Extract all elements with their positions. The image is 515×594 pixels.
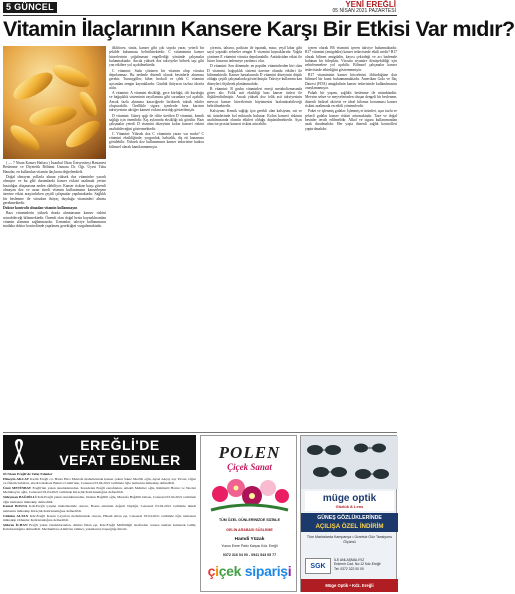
- ad-flower-phone: 0372 316 04 00 - 0541 543 05 77: [222, 553, 277, 557]
- obituary-entry: Süleyman BAĞDİLLİ Kdz.Ereğli yakın tanıdıklarından, Osman Bağdilli oğlu, Mustafa Bağdilli babası, Cenazesi 03.04.2021 tarihinde öğle namazını müteakip defnedildi.: [3, 495, 196, 504]
- obituary-entry: Şükran İLHAN Ereğli yakın tanıdıklarından, Ahmet İlhan eşi, Kdz.Ereğli Müftülüğü tarafından cenaze namazı kılınarak Gülüç Kabristanlığına defnedildi. Merhumlara Allah'tan rahmet, yakınlarına başsağlığı dileriz.: [3, 522, 196, 532]
- ad-flower-line1: TÜM ÖZEL GÜNLERİNİZDE SİZİNLE: [218, 518, 281, 522]
- obituary-title-line2: VEFAT EDENLER: [59, 452, 181, 468]
- article-column-2: [109, 46, 204, 429]
- paper-name: YENİ EREĞLİ: [345, 0, 396, 9]
- ad-flower-brand: POLEN: [218, 443, 281, 462]
- cicek-siparisi-logo: çiçek siparişi: [207, 563, 292, 579]
- flower-bouquet-icon: [206, 474, 293, 516]
- optik-footer: Müge Optik • Kdz. Ereğli: [301, 579, 398, 592]
- obituary-header: [3, 435, 196, 470]
- ad-flower-owner: Hamdi Yüzak: [234, 537, 265, 542]
- optik-info: Tüm Markalarda Kampanya • Ücretsiz Göz Tansiyonu Ölçümü: [306, 535, 393, 544]
- ad-flower-subtitle: Çiçek Sanat: [227, 462, 272, 472]
- article-column-3: [207, 46, 302, 429]
- paragraph: B17 vitamininin kanser hücrelerini öldürdüğüne dair bilimsel bir kanıt bulunmamaktadır. Amerikan Gıda ve İlaç Dairesi (FDA) amigdalinin kanser tedavisinde kullanılmasını onaylamamıştır.: [305, 72, 397, 90]
- paragraph: C vitamini: Suda çözünen bir vitamin olup vücutta depolanmaz. Bu nedenle düzenli olarak besinlerle alınması gerekir. Turunçgiller, biber, brokoli ve çilek C vitamini açısından zengin kaynaklardır. Günlük ihtiyacın fazlası idrarla atılır.: [109, 68, 204, 90]
- paragraph: D vitamini: Son dönemde, en popüler vitaminlerden biri olan D vitamini, bağışıklık sistemi üzerine olumlu etkileri ile bilinmektedir. Kanser hastalarında D vitamini düzeyinin düşük olduğu çeşitli çalışmalarda gösterilmiştir. Takviye kullanımı kan düzeyleri ölçülerek planlanmalıdır.: [207, 64, 302, 86]
- mourning-ribbon-icon: [13, 438, 25, 466]
- optik-brand: müge optik: [322, 493, 377, 504]
- paragraph: içeren olarak B6 vitamini içeren takviye bulunmaktadır. B17 vitamini (amigdalin) kanser tedavisinde etkili midir? B17 olarak bilinen amigdalin, kayısı çekirdeği ve acı bademde bulunan bir bileşiktir. Vücutta siyanüre dönüşebildiği için zehirlenmelere yol açabilir. Bilimsel çalışmalar kanser tedavisinde etkinliğini göstermemiştir.: [305, 46, 397, 72]
- ad-flower-line2: GELİN ARABASI SÜSLEME: [226, 528, 273, 532]
- sgk-logo: SGK: [305, 558, 331, 574]
- paragraph: Kalsiyum: Kemik sağlığı için gerekli olan kalsiyum, süt ve süt ürünlerinde bol miktarda bulunur. Kolon kanseri riskinin azaltılmasında olumlu etkileri olduğu düşünülmektedir. Aşırı alım ise prostat kanseri riskini artırabilir.: [207, 109, 302, 127]
- issue-date: 05 NİSAN 2021 PAZARTESİ: [332, 8, 396, 14]
- paragraph: C Vitamini: Yüksek doz C vitaminin yararı var mıdır? C vitamini eksikliğinde; yorgunluk, halsizlik, diş eti kanaması görülebilir. Yüksek doz kullanımının kanser tedavisine katkısı bilimsel olarak kanıtlanmamıştır.: [109, 131, 204, 149]
- article-column-1: [3, 161, 106, 429]
- optik-brand-sub: Gözlük & Lens: [335, 504, 364, 509]
- paragraph: Doğal olmayan yollarla alınan yüksek doz vitaminler yararlı olmuyor ve bu gibi durumlarda kanser riskini azaltmak yerine hastalığın oluşmasına neden olabiliyor. Kanser riskine karşı güvenli olmayan doz ve uzun süreli vitamin kullanımının kanserleşme üzerine etkisi araştırılırken çeşitli çalışmalar yapılmaktadır. Sağlıklı bir beslenme ile vücudun ihtiyaç duyduğu vitaminleri alması gerekmektedir.: [3, 174, 106, 205]
- ad-flower-address: Yunus Emre Parkı Karşısı Kdz. Ereğli: [221, 544, 278, 548]
- obituary-list: [3, 472, 196, 592]
- section-badge: 5 GÜNCEL: [3, 2, 57, 13]
- article-headline: Vitamin İlaçlarının Kansere Karşı Bir Etkisi Var mıdır?: [3, 17, 515, 41]
- optik-contact: İLE ANLAŞMALIYIZ Erdemir Cad. No:12 Kdz.Ereğli Tel: 0372 322 00 00: [334, 558, 381, 571]
- optik-logo-box: [305, 491, 394, 511]
- capsules-illustration: [3, 46, 106, 159]
- paragraph: ( — 7 Nisan Kanser Haftası ) İstanbul Okan Üniversitesi Hastanesi Beslenme ve Diyetetik Bölümü Uzmanı Dr. Öğr. Üyesi Tuba Hanalar, en kullanılan vitamin ilaçlarını değerlendirdi.: [3, 161, 106, 174]
- obituary-entry: Kemal BOSNA Kdz.Ereğli Çeşme mahallesinde oturan, Bosna ailesinin değerli büyüğü, Cenazesi 03.04.2021 tarihinde ikindi namazını müteakip Kireçlik Kabristanlığına defnedildi.: [3, 504, 197, 513]
- paragraph: Paket ve işlenmiş gıdalar: İşlenmiş et ürünleri, aşırı tuzlu ve şekerli gıdalar kanser riskini artırmaktadır. Taze ve doğal besinler tercih edilmelidir. Alkol ve sigara kullanımından uzak durulmalıdır. Her yaşta düzenli sağlık kontrolleri yaptırılmalıdır.: [305, 109, 397, 131]
- obituary-entry: Ümit METİNBAY Ereğli'nin yakın tanıdıklarından, Karadeniz Ereğli esnafından, emekli Mehmet oğlu, Rahmetli Hatice ve Necdet Metinbay'ın oğlu, Cenazesi 03.04.2021 tarihinde Kireçlik Kabristanlığına defnedildi.: [3, 486, 196, 495]
- subheading: Doktor kontrolü olmadan vitamin kullanmayın: [3, 206, 78, 211]
- paragraph: Pahalı bir yaşam, sağlıklı beslenme ile mümkündür. Mevsim sebze ve meyvelerinden oluşan dengeli bir beslenme, düzenli fiziksel aktivite ve ideal kilonun korunması kanser riskini azaltmada en etkili yöntemlerdir.: [305, 91, 397, 109]
- obituary-entry: Hüseyin AKCAY Kırım Ereğli ca. Hatırı Hacı Mustafa mahallesinde kanser çeken Sakız Mevlüt oğlu, Aysel Akçay eşi, Yavuz, Oğuz ve Özlem babaları, ebedi istirahata Bakırcı Camii'nde, Cenazesi 03.04.2021 tarihinde öğle namazını müteakip defnedildi.: [3, 476, 196, 486]
- paragraph: A vitamini: A vitamini eksikliği, gece körlüğü, cilt kuruluğu ve bağışıklık sisteminin zayıflaması gibi sorunlara yol açabilir. Ancak fazla alınması karaciğerde birikerek toksik etkiler oluşturabilir. Özellikle sigara içenlerde beta karoten takviyesinin akciğer kanseri riskini artırdığı gösterilmiştir.: [109, 91, 204, 113]
- section-divider: [3, 432, 397, 433]
- paragraph: ilkliforez, sinüz, kanser gibi çok sayıda yarar, yeterli bir şekilde bulunması belirtilmektedir. C vitamininin kanser hücrelerinin çoğalmasını engellediği yönünde çalışmalar bulunmaktadır. Ancak yüksek doz takviyeler böbrek taşı gibi yan etkilere yol açabilmektedir.: [109, 46, 204, 68]
- article-column-4: [305, 46, 397, 429]
- sunglasses-icon: [301, 436, 398, 489]
- paragraph: B vitamini: B grubu vitaminleri enerji metabolizmasında görev alır. Folik asit eksikliği bazı kanser türleri ile ilişkilendirilmiştir. Ancak yüksek doz folik asit takviyesinin mevcut kanser hücrelerinin büyümesini hızlandırabileceği belirtilmektedir.: [207, 86, 302, 109]
- top-rule: [3, 15, 397, 16]
- obituary-title-line1: EREĞLİ'DE: [80, 437, 160, 453]
- paragraph: çöreotu, taharra, patlıcan ile ispanak, mısır, yeşil lahar gibi sayıl yapraklı sebzeler zengin E vitamini kaynaklarıdır. Yağda çözünen E vitamini vücutta depolanabilir. Antioksidan etkisi ile hücre hasarını önlemeye yardımcı olur.: [207, 46, 302, 64]
- obituary-entry: 03 Nisan Ereğli'de Vefat Edenler: [3, 472, 53, 476]
- optician-ad[interactable]: [300, 435, 397, 592]
- paragraph: D vitamini: Güneş ışığı ile ciltte üretilen D vitamini, kemik sağlığı için önemlidir. Kış aylarında eksikliği sık görülür. Bazı çalışmalar yeterli D vitamini düzeyinin kolon kanseri riskini azaltabileceğini göstermektedir.: [109, 113, 204, 131]
- obituary-entry: Gülsüm ALTAN Kdz.Ereğli Kazan Çayırları mahallesinde oturan, Hüsnü Altan eşi, Cenazesi 03.04.2021 tarihinde öğle namazını müteakip Orhanlar Kabristanlığına defnedildi.: [3, 513, 196, 522]
- optik-promo-line2: AÇILIŞA ÖZEL İNDİRİM: [315, 523, 384, 530]
- optik-promo-band: [301, 513, 398, 532]
- vitamin-capsules-photo: [3, 46, 106, 159]
- paragraph: Bazı vitaminlerin yüksek dozda alınmasının kanser riskini artırabileceği bilinmektedir. Önemli olan doğal besin kaynaklarından vitamin alımının sağlanmasıdır. Uzmanlar, takviye kullanımının mutlaka doktor kontrolünde yapılması gerektiğini vurgulamaktadır.: [3, 211, 106, 229]
- flower-shop-ad[interactable]: [200, 435, 297, 592]
- optik-promo-line1: GÜNEŞ GÖZLÜKLERİNDE: [317, 515, 382, 521]
